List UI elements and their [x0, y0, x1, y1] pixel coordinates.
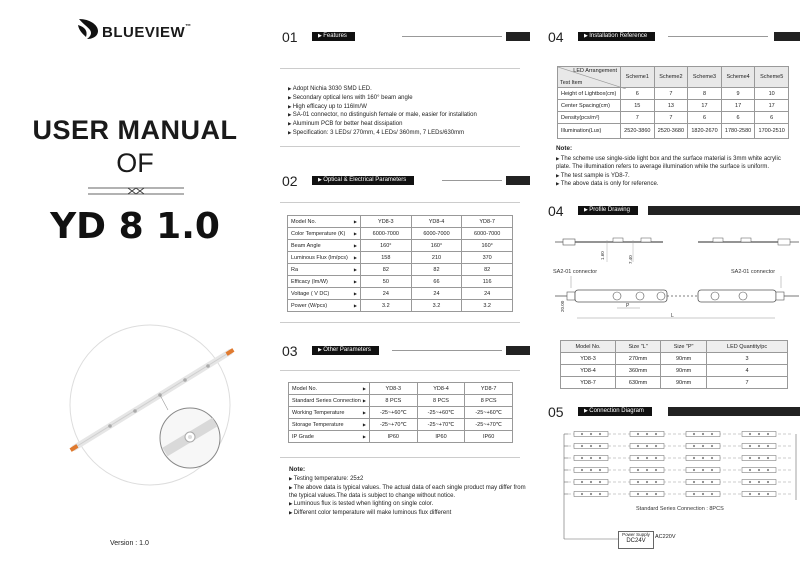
- led-dot: [749, 481, 751, 483]
- table-row: [288, 288, 513, 300]
- table-row: [558, 88, 789, 100]
- table-cell: 8: [688, 88, 722, 100]
- note-item: ▶ The scheme use single-side light box and the surface material is 3mm white acrylic plate. The illumination refers to average illumination while the surface is uniform.: [556, 155, 796, 172]
- led-dot: [599, 433, 601, 435]
- optical-params-table: [287, 215, 513, 312]
- led-dot: [711, 481, 713, 483]
- led-dot: [711, 493, 713, 495]
- table-cell: 82: [361, 264, 412, 276]
- notes-left: [289, 466, 529, 518]
- table-cell: Height of Lightbox(cm): [558, 88, 621, 100]
- table-cell: 13: [654, 100, 688, 112]
- led-dot: [590, 457, 592, 459]
- table-cell: 3.2: [462, 300, 513, 312]
- table-row: [289, 407, 513, 419]
- table-cell: 4: [707, 365, 788, 377]
- table-cell: YD8-3: [361, 216, 412, 228]
- section-title: ▶ Connection Diagram: [578, 407, 652, 416]
- led-dot: [767, 457, 769, 459]
- table-cell: 82: [462, 264, 513, 276]
- table-cell: YD8-7: [465, 383, 513, 395]
- led-dot: [758, 481, 760, 483]
- power-supply-voltage: DC24V: [626, 538, 646, 544]
- table-cell: 1820-2670: [688, 124, 722, 139]
- table-row: [561, 365, 788, 377]
- table-row: [558, 100, 789, 112]
- product-photo: [40, 300, 280, 510]
- table-cell: 2520-3860: [621, 124, 655, 139]
- table-cell: Power (W/pcs) ▶: [288, 300, 361, 312]
- section-bar: [506, 32, 530, 41]
- section-number: 04: [548, 203, 564, 219]
- brand-name: BLUEVIEW™: [102, 24, 192, 41]
- led-dot: [758, 469, 760, 471]
- led-dot: [646, 433, 648, 435]
- feature-item: ▶ Adopt Nichia 3030 SMD LED.: [288, 85, 528, 94]
- table-cell: 15: [621, 100, 655, 112]
- table-row: [289, 395, 513, 407]
- section-bar: [648, 206, 800, 215]
- table-cell: 10: [755, 88, 789, 100]
- table-cell: 8 PCS: [465, 395, 513, 407]
- led-dot: [581, 469, 583, 471]
- led-dot: [693, 445, 695, 447]
- table-cell: -25~+70℃: [370, 419, 418, 431]
- note-item: ▶ The above data is typical values. The actual data of each single product may differ from the typical values.The data is subject to change without notice.: [289, 484, 529, 501]
- version-label: Version : 1.0: [110, 540, 149, 547]
- divider: [280, 68, 520, 69]
- feature-item: ▶ Secondary optical lens with 160° beam angle: [288, 94, 528, 103]
- table-corner-cell: [558, 67, 621, 88]
- table-cell: 6000-7000: [361, 228, 412, 240]
- led-dot: [711, 457, 713, 459]
- led-dot: [646, 481, 648, 483]
- led-dot: [693, 481, 695, 483]
- section-header-other: [282, 343, 530, 359]
- led-dot: [749, 433, 751, 435]
- profile-size-table: [560, 340, 788, 389]
- led-dot: [637, 433, 639, 435]
- table-cell: 160°: [462, 240, 513, 252]
- table-cell: 82: [411, 264, 462, 276]
- led-dot: [599, 445, 601, 447]
- table-cell: 7: [621, 112, 655, 124]
- section-bar: [506, 346, 530, 355]
- led-dot: [637, 493, 639, 495]
- led-dot: [655, 469, 657, 471]
- table-cell: LED Quantity/pc: [707, 341, 788, 353]
- table-cell: 90mm: [661, 365, 707, 377]
- profile-drawing: [553, 222, 803, 330]
- led-dot: [702, 445, 704, 447]
- section-bar: [774, 32, 800, 41]
- table-cell: 6000-7000: [411, 228, 462, 240]
- table-cell: YD8-4: [411, 216, 462, 228]
- table-cell: Density(pcs/m²): [558, 112, 621, 124]
- led-dot: [581, 445, 583, 447]
- table-row: [558, 124, 789, 139]
- table-cell: 24: [462, 288, 513, 300]
- side-profile: [555, 238, 799, 262]
- table-cell: 24: [411, 288, 462, 300]
- table-row: [288, 276, 513, 288]
- table-cell: 2520-3680: [654, 124, 688, 139]
- feature-item: ▶ High efficacy up to 116lm/W: [288, 103, 528, 112]
- table-cell: IP60: [465, 431, 513, 443]
- led-dot: [590, 469, 592, 471]
- note-item: ▶ The above data is only for reference.: [556, 180, 796, 189]
- table-cell: 66: [411, 276, 462, 288]
- table-cell: 24: [361, 288, 412, 300]
- table-cell: 1780-2580: [721, 124, 755, 139]
- led-dot: [655, 481, 657, 483]
- led-dot: [749, 445, 751, 447]
- connector-label-left: SA2-01 connector: [553, 269, 598, 275]
- corner-label-bottom: Test Item: [560, 80, 583, 86]
- table-cell: 90mm: [661, 377, 707, 389]
- table-cell: 3.2: [361, 300, 412, 312]
- notes-title: Note:: [556, 145, 573, 152]
- table-cell: Scheme3: [688, 67, 722, 88]
- section-bar: [668, 407, 800, 416]
- table-cell: 158: [361, 252, 412, 264]
- table-cell: 1700-2510: [755, 124, 789, 139]
- feature-item: ▶ Specification: 3 LEDs/ 270mm, 4 LEDs/ 360mm, 7 LEDs/630mm: [288, 129, 528, 138]
- table-cell: 17: [755, 100, 789, 112]
- table-cell: 17: [721, 100, 755, 112]
- table-cell: 6: [621, 88, 655, 100]
- table-cell: Ra ▶: [288, 264, 361, 276]
- divider: [280, 322, 520, 323]
- section-rule: [668, 36, 768, 37]
- table-cell: YD8-4: [417, 383, 465, 395]
- table-cell: YD8-7: [462, 216, 513, 228]
- led-dot: [702, 433, 704, 435]
- table-cell: 270mm: [616, 353, 661, 365]
- led-dot: [767, 445, 769, 447]
- manual-title: USER MANUAL: [32, 115, 238, 145]
- dim-label-height: 7.40: [628, 255, 633, 264]
- table-cell: Efficacy (lm/W) ▶: [288, 276, 361, 288]
- table-cell: 116: [462, 276, 513, 288]
- table-header-row: [561, 341, 788, 353]
- table-cell: Color Temperature (K) ▶: [288, 228, 361, 240]
- ac-input-label: AC220V: [655, 534, 676, 540]
- brand-logo: [76, 17, 206, 47]
- section-bar: [506, 176, 530, 185]
- led-dot: [655, 433, 657, 435]
- led-dot: [758, 493, 760, 495]
- table-cell: IP Grade ▶: [289, 431, 370, 443]
- led-dot: [758, 457, 760, 459]
- divider: [280, 146, 520, 147]
- dim-label-width: 20.00: [560, 300, 565, 312]
- led-dot: [590, 493, 592, 495]
- notes-title: Note:: [289, 466, 306, 473]
- table-cell: 90mm: [661, 353, 707, 365]
- led-dot: [693, 433, 695, 435]
- table-cell: 9: [721, 88, 755, 100]
- table-cell: YD8-3: [370, 383, 418, 395]
- table-cell: Size "P": [661, 341, 707, 353]
- led-dot: [693, 493, 695, 495]
- table-row: [288, 228, 513, 240]
- led-dot: [767, 469, 769, 471]
- table-cell: Model No. ▶: [288, 216, 361, 228]
- dim-label-thin: 1.60: [600, 251, 605, 260]
- led-dot: [693, 457, 695, 459]
- table-cell: Scheme4: [721, 67, 755, 88]
- table-cell: Scheme5: [755, 67, 789, 88]
- section-title: ▶ Installation Reference: [578, 32, 655, 41]
- table-header-row: [288, 216, 513, 228]
- section-number: 01: [282, 29, 298, 45]
- feature-item: ▶ SA-01 connector, no distinguish female or male, easier for installation: [288, 111, 528, 120]
- note-item: ▶ Testing temperature: 25±2: [289, 475, 529, 484]
- section-number: 03: [282, 343, 298, 359]
- led-dot: [655, 445, 657, 447]
- table-cell: Beam Angle ▶: [288, 240, 361, 252]
- corner-label-top: LED Arrangement: [573, 68, 617, 74]
- table-cell: IP60: [417, 431, 465, 443]
- led-dot: [646, 469, 648, 471]
- led-dot: [702, 469, 704, 471]
- led-dot: [711, 469, 713, 471]
- connection-caption: Standard Series Connection : 8PCS: [636, 506, 724, 512]
- led-dot: [655, 457, 657, 459]
- section-number: 05: [548, 404, 564, 420]
- led-dot: [646, 457, 648, 459]
- model-title: YD 8 1.0: [50, 206, 220, 247]
- connector-label-right: SA2-01 connector: [731, 269, 776, 275]
- table-cell: -25~+60℃: [370, 407, 418, 419]
- table-cell: IP60: [370, 431, 418, 443]
- table-cell: Standard Series Connection ▶: [289, 395, 370, 407]
- table-row: [561, 377, 788, 389]
- connection-diagram: [560, 424, 800, 554]
- led-dot: [711, 445, 713, 447]
- section-header-optical: [282, 173, 530, 189]
- led-dot: [758, 445, 760, 447]
- led-dot: [702, 493, 704, 495]
- table-row: [288, 300, 513, 312]
- table-cell: 3.2: [411, 300, 462, 312]
- table-row: [561, 353, 788, 365]
- table-cell: 7: [707, 377, 788, 389]
- table-cell: 7: [654, 112, 688, 124]
- table-cell: YD8-3: [561, 353, 616, 365]
- led-dot: [758, 433, 760, 435]
- table-cell: 6: [755, 112, 789, 124]
- section-header-features: [282, 29, 530, 45]
- section-rule: [392, 350, 502, 351]
- led-dot: [655, 493, 657, 495]
- led-dot: [581, 481, 583, 483]
- led-dot: [702, 481, 704, 483]
- section-header-connection: [548, 404, 800, 420]
- table-row: [558, 112, 789, 124]
- table-cell: Center Spacing(cm): [558, 100, 621, 112]
- led-dot: [693, 469, 695, 471]
- led-dot: [599, 493, 601, 495]
- table-cell: Scheme2: [654, 67, 688, 88]
- led-dot: [637, 481, 639, 483]
- table-cell: YD8-4: [561, 365, 616, 377]
- table-cell: 160°: [361, 240, 412, 252]
- notes-right: [556, 145, 796, 189]
- led-dot: [637, 469, 639, 471]
- led-dot: [749, 469, 751, 471]
- table-cell: 8 PCS: [417, 395, 465, 407]
- manual-title-of: OF: [116, 148, 154, 178]
- table-cell: Model No. ▶: [289, 383, 370, 395]
- installation-table: [557, 66, 789, 139]
- led-dot: [590, 433, 592, 435]
- table-row: [289, 419, 513, 431]
- section-number: 02: [282, 173, 298, 189]
- section-header-profile: [548, 203, 800, 219]
- led-dot: [702, 457, 704, 459]
- table-row: [289, 431, 513, 443]
- table-header-row: [558, 67, 789, 88]
- table-cell: -25~+70℃: [417, 419, 465, 431]
- table-cell: 160°: [411, 240, 462, 252]
- brand-logo-icon: [76, 17, 100, 41]
- divider: [280, 457, 520, 458]
- table-cell: YD8-7: [561, 377, 616, 389]
- led-dot: [637, 457, 639, 459]
- led-dot: [646, 445, 648, 447]
- led-dot: [646, 493, 648, 495]
- table-cell: 210: [411, 252, 462, 264]
- table-cell: -25~+60℃: [417, 407, 465, 419]
- led-dot: [767, 481, 769, 483]
- led-dot: [767, 493, 769, 495]
- section-title: ▶ Features: [312, 32, 355, 41]
- section-title: ▶ Optical & Electrical Parameters: [312, 176, 414, 185]
- table-cell: 17: [688, 100, 722, 112]
- led-dot: [581, 433, 583, 435]
- led-dot: [590, 445, 592, 447]
- led-dot: [590, 481, 592, 483]
- top-view: [555, 290, 799, 302]
- table-cell: Voltage ( V DC) ▶: [288, 288, 361, 300]
- dim-label-l: L: [671, 313, 674, 319]
- led-dot: [749, 457, 751, 459]
- table-cell: 7: [654, 88, 688, 100]
- led-dot: [711, 433, 713, 435]
- table-cell: 6: [721, 112, 755, 124]
- power-supply-label: Power Supply: [622, 532, 650, 537]
- section-title: ▶ Other Parameters: [312, 346, 379, 355]
- table-cell: 360mm: [616, 365, 661, 377]
- table-cell: 8 PCS: [370, 395, 418, 407]
- table-header-row: [289, 383, 513, 395]
- note-item: ▶ Luminous flux is tested when lighting on single color.: [289, 500, 529, 509]
- led-dot: [581, 493, 583, 495]
- led-dot: [599, 457, 601, 459]
- led-dot: [637, 445, 639, 447]
- table-row: [288, 240, 513, 252]
- table-cell: Model No.: [561, 341, 616, 353]
- table-cell: 630mm: [616, 377, 661, 389]
- title-divider-ornament: [88, 185, 184, 197]
- dim-label-p: P: [626, 303, 630, 309]
- feature-item: ▶ Aluminum PCB for better heat dissipation: [288, 120, 528, 129]
- section-rule: [442, 180, 502, 181]
- table-cell: Scheme1: [621, 67, 655, 88]
- led-dot: [581, 457, 583, 459]
- table-cell: 6: [688, 112, 722, 124]
- other-params-table: [288, 382, 513, 443]
- table-row: [288, 252, 513, 264]
- table-cell: 370: [462, 252, 513, 264]
- table-cell: 6000-7000: [462, 228, 513, 240]
- table-cell: 3: [707, 353, 788, 365]
- table-cell: 50: [361, 276, 412, 288]
- divider: [280, 370, 520, 371]
- table-cell: Size "L": [616, 341, 661, 353]
- features-list: [288, 85, 528, 138]
- table-row: [288, 264, 513, 276]
- note-item: ▶ The test sample is YD8-7.: [556, 172, 796, 181]
- table-cell: Working Temperature ▶: [289, 407, 370, 419]
- section-number: 04: [548, 29, 564, 45]
- table-cell: -25~+70℃: [465, 419, 513, 431]
- divider: [280, 202, 520, 203]
- table-cell: Storage Temperature ▶: [289, 419, 370, 431]
- section-header-installation: [548, 29, 800, 45]
- led-dot: [599, 481, 601, 483]
- section-rule: [402, 36, 502, 37]
- led-dot: [749, 493, 751, 495]
- table-cell: Illumination(Lux): [558, 124, 621, 139]
- note-item: ▶ Different color temperature will make luminous flux different: [289, 509, 529, 518]
- section-title: ▶ Profile Drawing: [578, 206, 638, 215]
- power-supply-box: [618, 531, 654, 549]
- table-cell: Luminous Flux (lm/pcs) ▶: [288, 252, 361, 264]
- led-dot: [767, 433, 769, 435]
- led-dot: [599, 469, 601, 471]
- table-cell: -25~+60℃: [465, 407, 513, 419]
